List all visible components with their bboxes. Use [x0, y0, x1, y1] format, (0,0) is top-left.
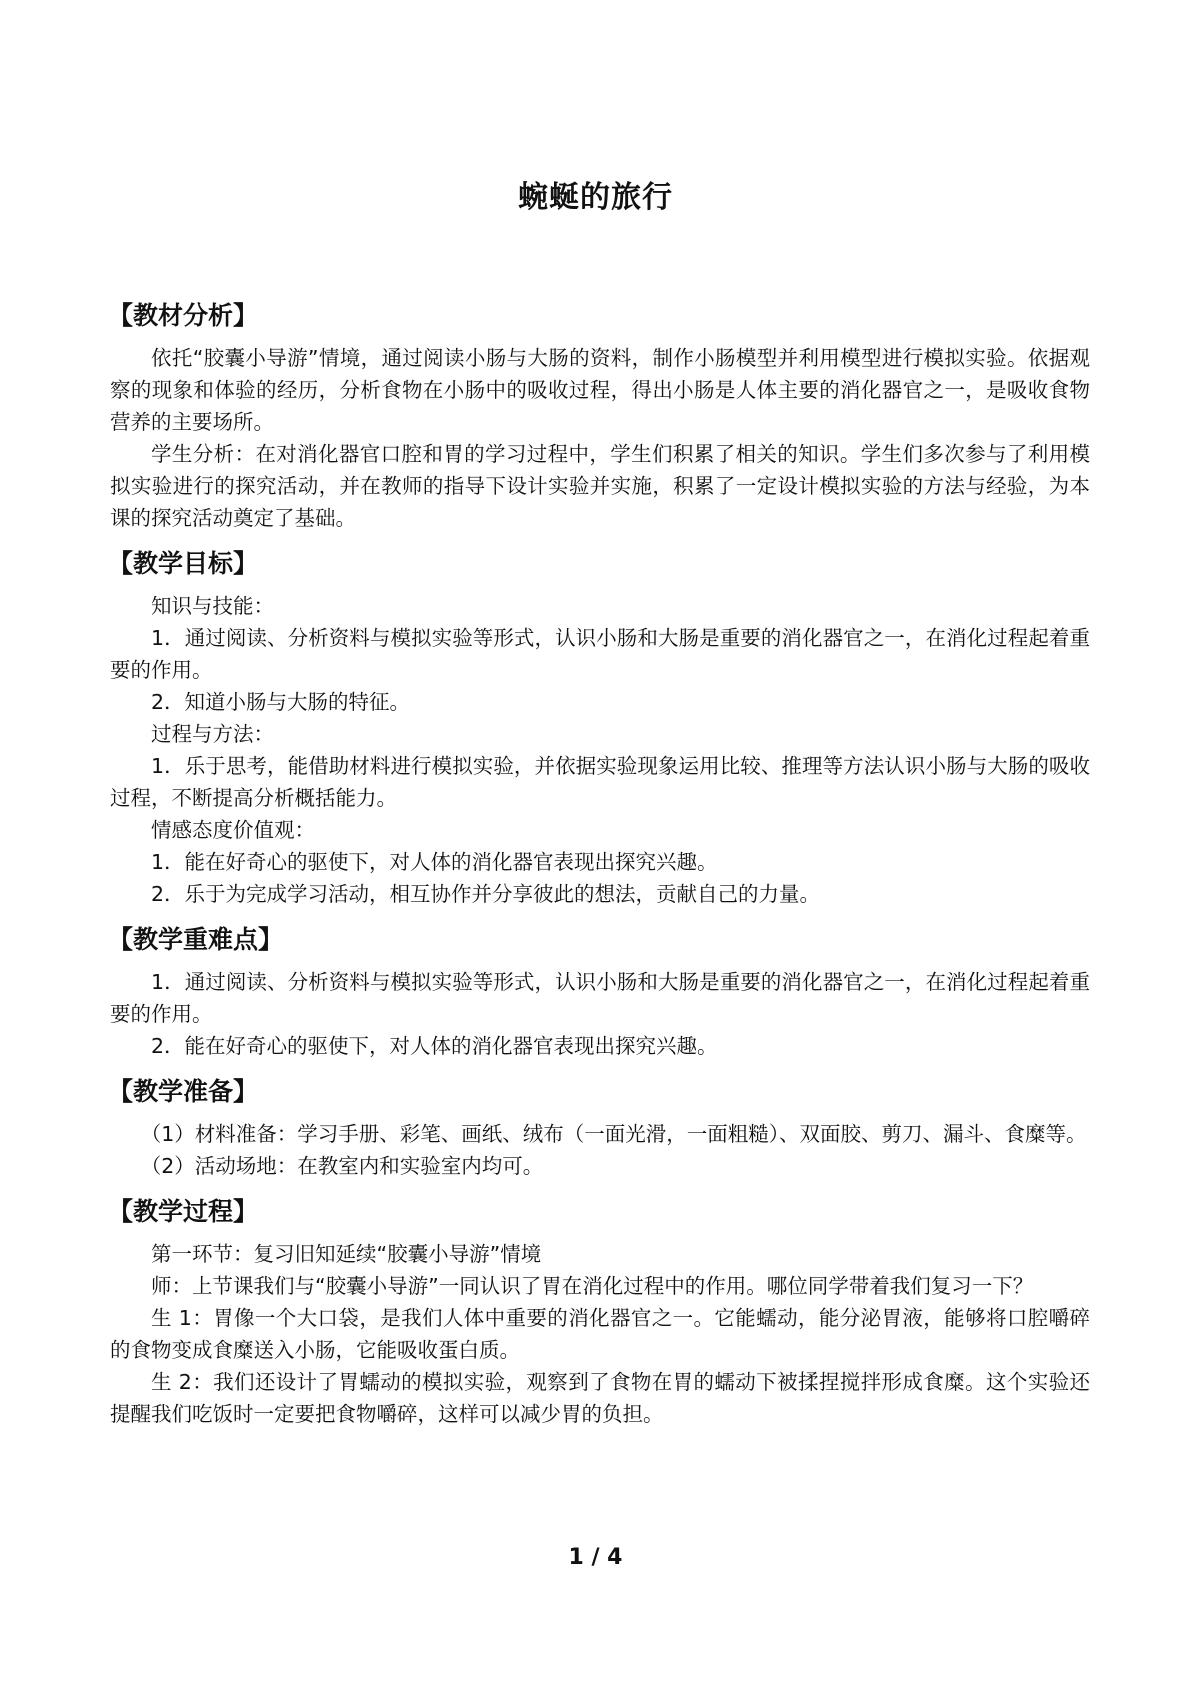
- paragraph: （1）材料准备：学习手册、彩笔、画纸、绒布（一面光滑，一面粗糙）、双面胶、剪刀、漏斗、食糜等。: [140, 1122, 1087, 1146]
- paragraph: 2．乐于为完成学习活动，相互协作并分享彼此的想法，贡献自己的力量。: [151, 882, 821, 906]
- paragraph: （2）活动场地：在教室内和实验室内均可。: [140, 1154, 544, 1178]
- paragraph: 1．通过阅读、分析资料与模拟实验等形式，认识小肠和大肠是重要的消化器官之一，在消化过程起着重要的作用。: [110, 970, 1090, 1026]
- section-heading: 【教材分析】: [108, 301, 259, 330]
- document-title: 蜿蜒的旅行: [518, 180, 673, 215]
- section-teaching-process: [110, 1196, 1090, 1430]
- section-key-points: [110, 924, 1090, 1062]
- paragraph: 第一环节：复习旧知延续“胶囊小导游”情境: [151, 1242, 542, 1266]
- section-heading: 【教学准备】: [108, 1077, 259, 1106]
- section-preparation: [110, 1076, 1090, 1182]
- document-body: [110, 300, 1090, 1430]
- paragraph: 2．能在好奇心的驱使下，对人体的消化器官表现出探究兴趣。: [151, 1034, 718, 1058]
- section-teaching-goals: [110, 548, 1090, 910]
- paragraph: 知识与技能：: [151, 594, 274, 618]
- paragraph: 1．乐于思考，能借助材料进行模拟实验，并依据实验现象运用比较、推理等方法认识小肠与大肠的吸收过程，不断提高分析概括能力。: [110, 754, 1090, 810]
- paragraph: 1．通过阅读、分析资料与模拟实验等形式，认识小肠和大肠是重要的消化器官之一，在消化过程起着重要的作用。: [110, 626, 1090, 682]
- paragraph: 1．能在好奇心的驱使下，对人体的消化器官表现出探究兴趣。: [151, 850, 718, 874]
- paragraph: 师：上节课我们与“胶囊小导游”一同认识了胃在消化过程中的作用。哪位同学带着我们复习一下？: [151, 1274, 1034, 1298]
- paragraph: 学生分析：在对消化器官口腔和胃的学习过程中，学生们积累了相关的知识。学生们多次参与了利用模拟实验进行的探究活动，并在教师的指导下设计实验并实施，积累了一定设计模拟实验的方法与经验，为本课的探究活动奠定了基础。: [110, 442, 1090, 530]
- section-heading: 【教学重难点】: [108, 925, 284, 954]
- paragraph: 依托“胶囊小导游”情境，通过阅读小肠与大肠的资料，制作小肠模型并利用模型进行模拟实验。依据观察的现象和体验的经历，分析食物在小肠中的吸收过程，得出小肠是人体主要的消化器官之一，是吸收食物营养的主要场所。: [110, 346, 1090, 434]
- paragraph: 过程与方法：: [151, 722, 274, 746]
- section-heading: 【教学目标】: [108, 549, 259, 578]
- section-heading: 【教学过程】: [108, 1197, 259, 1226]
- paragraph: 生 1：胃像一个大口袋，是我们人体中重要的消化器官之一。它能蠕动，能分泌胃液，能够将口腔嚼碎的食物变成食糜送入小肠，它能吸收蛋白质。: [110, 1306, 1090, 1362]
- section-textbook-analysis: [110, 300, 1090, 534]
- paragraph: 情感态度价值观：: [151, 818, 315, 842]
- paragraph: 2．知道小肠与大肠的特征。: [151, 690, 411, 714]
- page-number: 1 / 4: [568, 1545, 623, 1570]
- paragraph: 生 2：我们还设计了胃蠕动的模拟实验，观察到了食物在胃的蠕动下被揉捏搅拌形成食糜。这个实验还提醒我们吃饭时一定要把食物嚼碎，这样可以减少胃的负担。: [110, 1370, 1090, 1426]
